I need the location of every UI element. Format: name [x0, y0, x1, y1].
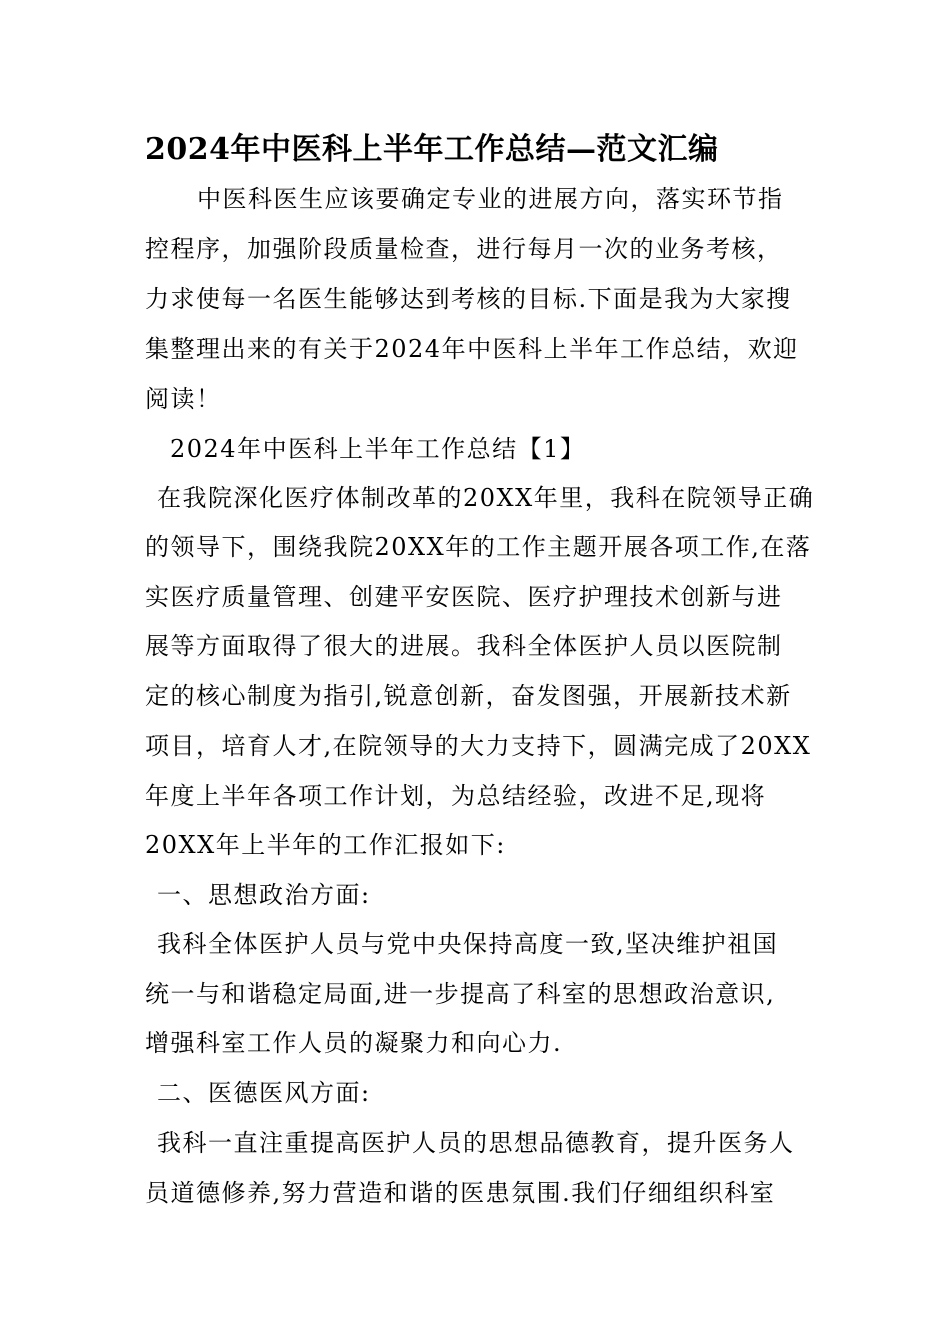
- section-heading: 二、医德医风方面:: [157, 1079, 371, 1107]
- paragraph-line: 集整理出来的有关于2024年中医科上半年工作总结，欢迎: [145, 335, 799, 363]
- paragraph-line: 统一与和谐稳定局面,进一步提高了科室的思想政治意识,: [145, 980, 776, 1008]
- paragraph-line: 实医疗质量管理、创建平安医院、医疗护理技术创新与进: [145, 583, 783, 611]
- document-title: 2024年中医科上半年工作总结—范文汇编: [145, 132, 719, 167]
- paragraph-line: 中医科医生应该要确定专业的进展方向，落实环节指: [197, 185, 784, 213]
- paragraph-line: 展等方面取得了很大的进展。我科全体医护人员以医院制: [145, 632, 783, 660]
- paragraph-line: 在我院深化医疗体制改革的20XX年里，我科在院领导正确: [157, 484, 815, 512]
- paragraph-line: 年度上半年各项工作计划，为总结经验，改进不足,现将: [145, 782, 767, 810]
- paragraph-line: 力求使每一名医生能够达到考核的目标.下面是我为大家搜: [145, 285, 792, 313]
- paragraph-line: 阅读！: [145, 385, 222, 413]
- section-heading: 一、思想政治方面:: [157, 881, 371, 909]
- paragraph-line: 定的核心制度为指引,锐意创新，奋发图强，开展新技术新: [145, 682, 792, 710]
- paragraph-line: 的领导下，围绕我院20XX年的工作主题开展各项工作,在落: [145, 533, 812, 561]
- paragraph-line: 我科一直注重提高医护人员的思想品德教育，提升医务人: [157, 1129, 795, 1157]
- paragraph-line: 项目，培育人才,在院领导的大力支持下，圆满完成了20XX: [145, 732, 812, 760]
- paragraph-line: 20XX年上半年的工作汇报如下:: [145, 831, 506, 859]
- paragraph-line: 控程序，加强阶段质量检查，进行每月一次的业务考核，: [145, 235, 783, 263]
- paragraph-line: 我科全体医护人员与党中央保持高度一致,坚决维护祖国: [157, 930, 779, 958]
- section-heading: 2024年中医科上半年工作总结【1】: [170, 435, 586, 463]
- paragraph-line: 增强科室工作人员的凝聚力和向心力.: [145, 1029, 563, 1057]
- paragraph-line: 员道德修养,努力营造和谐的医患氛围.我们仔细组织科室: [145, 1179, 776, 1207]
